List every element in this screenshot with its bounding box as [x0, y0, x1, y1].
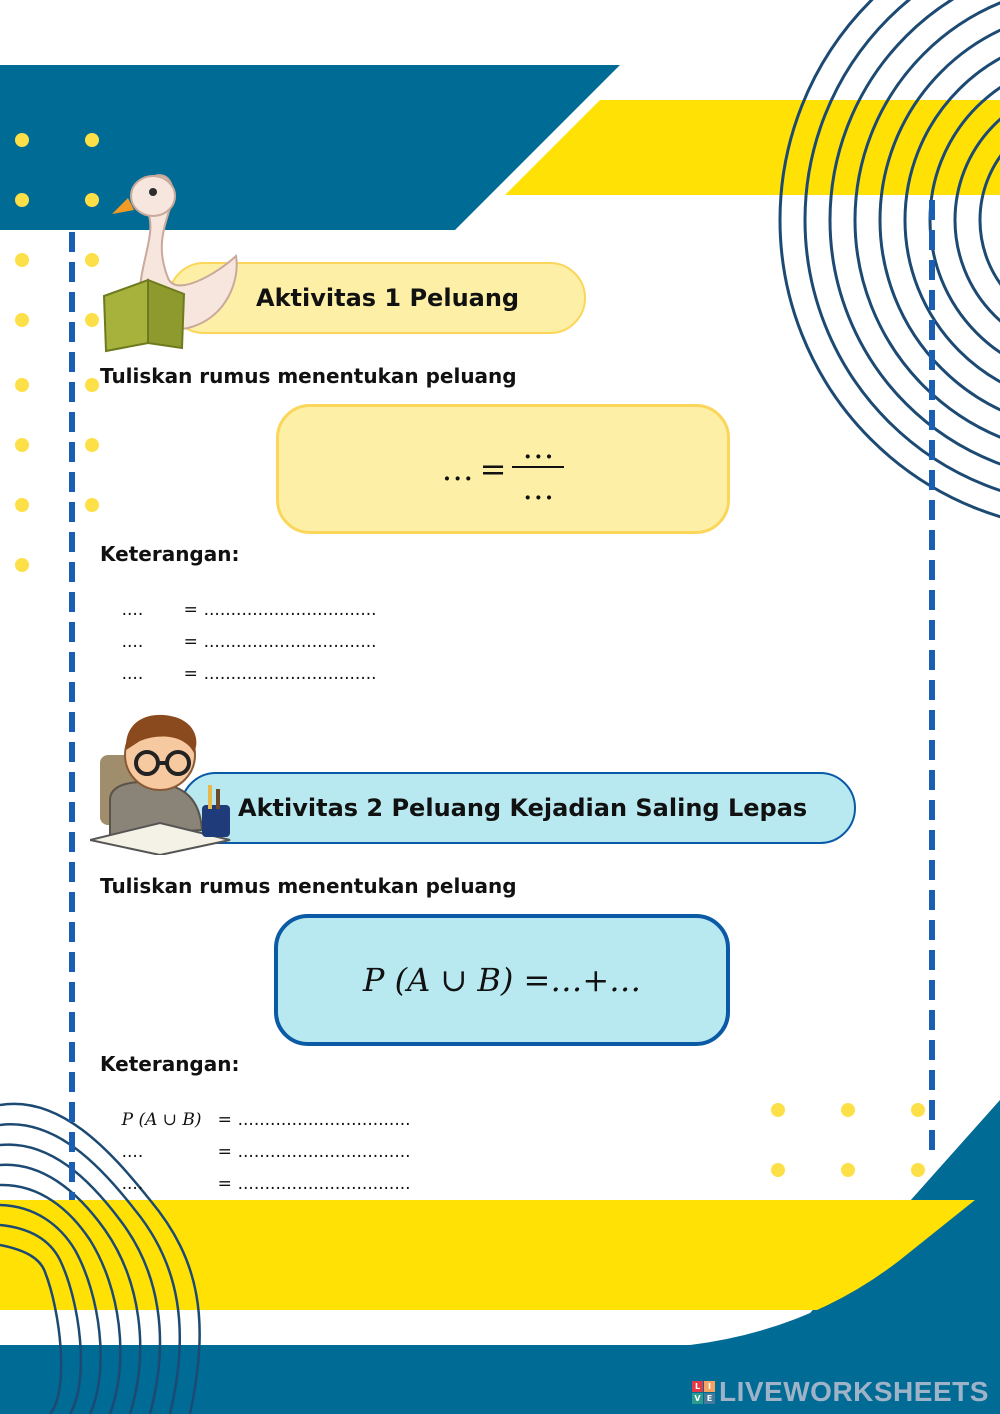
activity2-notes-label: Keterangan:	[100, 1052, 240, 1076]
top-yellow-band	[505, 100, 1000, 195]
activity2-instruction: Tuliskan rumus menentukan peluang	[100, 874, 517, 898]
liveworksheets-brand: LIVEWORKSHEETS	[719, 1376, 989, 1407]
activity2-notes-list	[100, 1090, 411, 1194]
liveworksheets-watermark	[692, 1376, 989, 1408]
activity2-formula: P (A ∪ B) =…+…	[362, 961, 642, 999]
activity2-title-pill	[180, 772, 856, 844]
activity1-notes-list	[100, 580, 377, 684]
list-item: .... = ................................	[121, 1142, 411, 1162]
activity1-instruction: Tuliskan rumus menentukan peluang	[100, 364, 517, 388]
yellow-dots-right	[771, 1103, 925, 1177]
formula-equals: =	[479, 450, 507, 488]
activity1-notes-label: Keterangan:	[100, 542, 240, 566]
boy-studying-icon	[90, 705, 240, 855]
liveworksheets-logo-icon: L I V E	[692, 1381, 715, 1404]
activity2-formula-box	[274, 914, 730, 1046]
formula-left-blank: …	[441, 450, 474, 488]
concentric-arcs-decoration	[780, 0, 1000, 530]
list-item: P (A ∪ B) = ................................	[121, 1110, 411, 1130]
formula-numerator: …	[512, 430, 564, 468]
list-item: .... = ................................	[121, 664, 377, 684]
formula-denominator: …	[522, 469, 555, 507]
list-item: .... = ................................	[121, 632, 377, 652]
activity2-title: Aktivitas 2 Peluang Kejadian Saling Lepas	[238, 794, 808, 822]
activity1-title: Aktivitas 1 Peluang	[256, 284, 520, 312]
list-item: .... = ................................	[121, 1174, 411, 1194]
activity1-formula-box	[276, 404, 730, 534]
goose-reading-book-icon	[98, 168, 243, 353]
activity1-formula	[442, 430, 565, 508]
formula-fraction	[512, 430, 564, 508]
list-item: .... = ................................	[121, 600, 377, 620]
